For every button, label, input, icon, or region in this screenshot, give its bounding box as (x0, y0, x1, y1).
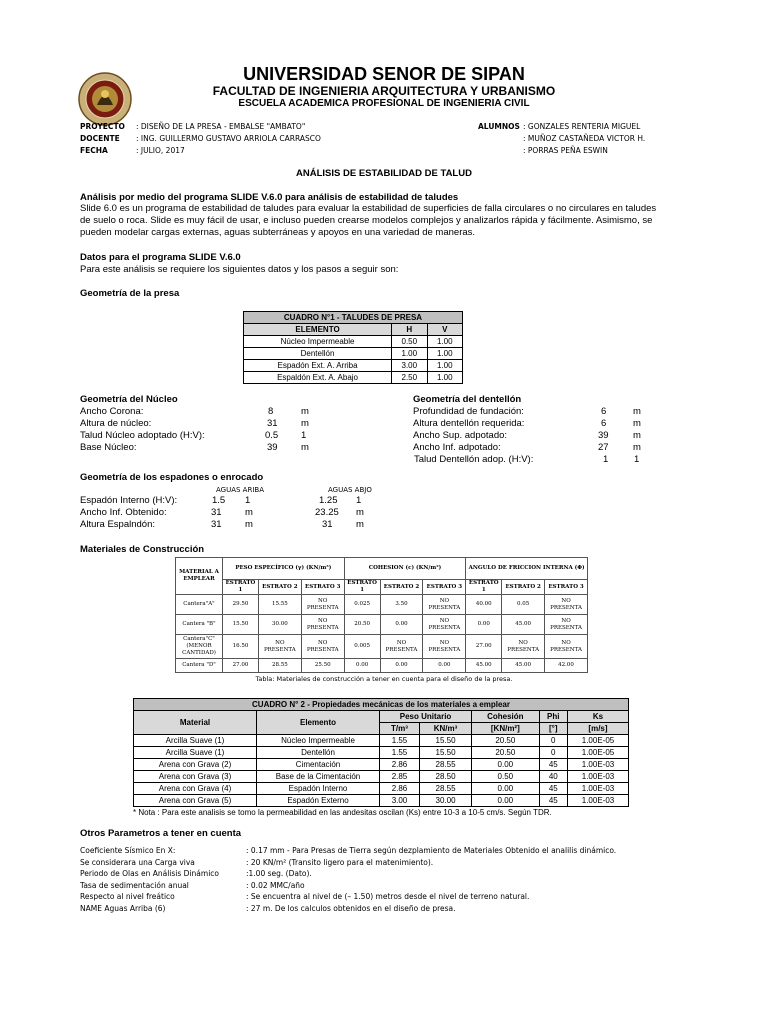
col-header: V (427, 324, 462, 336)
nucleo-row (80, 442, 330, 454)
cell: 28.55 (419, 783, 471, 795)
cell: 1.55 (380, 747, 420, 759)
cell: 0.00 (423, 659, 466, 673)
fecha-value: : JULIO, 2017 (136, 146, 185, 155)
cell: NO PRESENTA (423, 615, 466, 635)
dentellon-label: Altura dentellón requerida: (413, 418, 525, 429)
espadones-list (80, 495, 380, 531)
table-row (176, 595, 588, 615)
cell: 0.025 (344, 595, 380, 615)
cell: 25.50 (301, 659, 344, 673)
col-elemento: Elemento (257, 711, 380, 735)
cell: Núcleo Impermeable (257, 735, 380, 747)
docente-value: : ING. GUILLERMO GUSTAVO ARRIOLA CARRASCO (136, 134, 321, 143)
cell: 1.55 (380, 735, 420, 747)
cell: 0.50 (392, 336, 427, 348)
school-title: ESCUELA ACADEMICA PROFESIONAL DE INGENIERIA CIVIL (238, 98, 530, 109)
cell: 0.00 (344, 659, 380, 673)
otros-row (80, 881, 700, 893)
espadon-val: 23.25 (315, 507, 339, 518)
estrato-header: ESTRATO 3 (423, 580, 466, 595)
cell: 0.00 (380, 615, 423, 635)
materiales-table (175, 557, 588, 673)
otros-value: : 20 KN/m² (Transito ligero para el matenimiento). (246, 857, 434, 867)
dentellon-row (413, 406, 653, 418)
cell: 1.00E-05 (567, 747, 628, 759)
cell: 0.50 (472, 771, 539, 783)
cell: Arena con Grava (3) (134, 771, 257, 783)
table-row (176, 615, 588, 635)
dentellon-row (413, 430, 653, 442)
cell: 1.00E-03 (567, 759, 628, 771)
col-header: H (392, 324, 427, 336)
geometria-presa-heading: Geometría de la presa (80, 288, 180, 299)
cell: 15.55 (258, 595, 301, 615)
unit-header: KN/m³ (419, 723, 471, 735)
cell: 28.55 (258, 659, 301, 673)
meta-left (80, 122, 321, 158)
table-row (176, 635, 588, 659)
dentellon-row (413, 442, 653, 454)
cuadro-1-title: CUADRO N°1 - TALUDES DE PRESA (244, 312, 463, 324)
espadon-val: 1.5 (212, 495, 226, 506)
otros-row (80, 846, 700, 858)
dentellon-label: Profundidad de fundación: (413, 406, 524, 417)
cell: 1.00E-03 (567, 771, 628, 783)
otros-value: : 27 m. De los calculos obtenidos en el diseño de presa. (246, 903, 456, 913)
cell: 40 (539, 771, 567, 783)
group-cohesion: COHESION (c) (KN/m²) (344, 558, 466, 580)
col-header: ELEMENTO (244, 324, 392, 336)
cell: Cantera "D" (176, 659, 223, 673)
unit-header: T/m³ (380, 723, 420, 735)
cell: NO PRESENTA (545, 595, 588, 615)
cell: 15.50 (419, 735, 471, 747)
col-phi: Phi (539, 711, 567, 723)
cell: NO PRESENTA (423, 595, 466, 615)
page-title: ANÁLISIS DE ESTABILIDAD DE TALUD (296, 168, 472, 179)
cell: 45.00 (502, 615, 545, 635)
dentellon-unit: m (633, 418, 641, 429)
table-row (176, 659, 588, 673)
estrato-header: ESTRATO 2 (502, 580, 545, 595)
otros-value: : 0.17 mm - Para Presas de Tierra según dezplamiento de Materiales Obtenido el analilis dinámico. (246, 846, 617, 855)
intro-line: de suelo o roca. Slide es muy fácil de usar, e incluso pueden crearse modelos complejos y analizarlos rápida y fácilmente. Asimismo, se (80, 215, 653, 227)
cell: 0.00 (472, 795, 539, 807)
dentellon-label: Ancho Sup. adpotado: (413, 430, 508, 441)
cell: NO PRESENTA (258, 635, 301, 659)
nucleo-label: Altura de núcleo: (80, 418, 152, 429)
cell: 0.00 (472, 783, 539, 795)
table-row (134, 747, 629, 759)
nucleo-value: 31 (267, 418, 278, 429)
cell: 1.00 (427, 336, 462, 348)
cell: 15.50 (419, 747, 471, 759)
espadon-row (80, 507, 380, 519)
cell: NO PRESENTA (301, 615, 344, 635)
espadon-val: m (356, 519, 364, 530)
intro-paragraph (80, 203, 700, 240)
cell: 27.00 (223, 659, 259, 673)
cell: 30.00 (419, 795, 471, 807)
espadon-val: 31 (322, 519, 333, 530)
intro-line: Slide 6.0 es un programa de estabilidad de taludes para evaluar la estabilidad de superficies de falla circulares o no circulares en taludes (80, 203, 657, 214)
nucleo-unit: m (301, 442, 309, 453)
col-aguas-arriba: AGUAS ARIBA (216, 486, 264, 494)
university-title: UNIVERSIDAD SENOR DE SIPAN (243, 64, 525, 84)
cell: NO PRESENTA (301, 635, 344, 659)
nucleo-value: 39 (267, 442, 278, 453)
cell: 2.86 (380, 759, 420, 771)
dentellon-row (413, 454, 653, 466)
otros-label: Respecto al nivel freático (80, 892, 175, 901)
nucleo-unit: 1 (301, 430, 307, 441)
cuadro-2-title: CUADRO N° 2 - Propiedades mecánicas de los materiales a emplear (134, 699, 629, 711)
cell: Arena con Grava (4) (134, 783, 257, 795)
cell: 16.50 (223, 635, 259, 659)
cuadro-2-table (133, 698, 629, 807)
espadon-label: Altura Espalndón: (80, 519, 155, 530)
dentellon-unit: 1 (634, 454, 640, 465)
espadon-label: Ancho Inf. Obtenido: (80, 507, 167, 518)
proyecto-value: : DISEÑO DE LA PRESA - EMBALSE "AMBATO" (136, 122, 306, 131)
faculty-title: FACULTAD DE INGENIERIA ARQUITECTURA Y URBANISMO (212, 84, 556, 98)
alumno-3: : PORRAS PEÑA ESWIN (523, 146, 608, 155)
cell: 30.00 (258, 615, 301, 635)
materiales-caption: Tabla: Materiales de construcción a tener en cuenta para el diseño de la presa. (255, 675, 513, 683)
cell: 45 (539, 783, 567, 795)
dentellon-value: 6 (601, 406, 607, 417)
nucleo-row (80, 418, 330, 430)
cell: 45.00 (466, 659, 502, 673)
cell: 1.00 (427, 372, 462, 384)
otros-value: : Se encuentra al nivel de (– 1.50) metros desde el nivel de terreno natural. (246, 892, 530, 901)
otros-label: Se considerara una Carga viva (80, 857, 195, 867)
cell: 1.00E-03 (567, 783, 628, 795)
espadon-val: m (356, 507, 364, 518)
cell: Arena con Grava (5) (134, 795, 257, 807)
group-friccion: ANGULO DE FRICCION INTERNA (Φ) (466, 558, 588, 580)
espadon-label: Espadón Interno (H:V): (80, 495, 178, 506)
cell: 29.50 (223, 595, 259, 615)
alumno-2: : MUÑOZ CASTAÑEDA VICTOR H. (523, 134, 646, 143)
estrato-header: ESTRATO 3 (301, 580, 344, 595)
cuadro-2-note: * Nota : Para este analisis se tomo la permeabilidad en las andesitas oscilan (Ks) entre 10-3 a 10-5 cm/s. Según TDR. (133, 808, 552, 817)
dentellon-value: 27 (598, 442, 609, 453)
espadon-val: 1 (356, 495, 362, 506)
alumno-1: : GONZALES RENTERIA MIGUEL (523, 122, 641, 131)
cell: NO PRESENTA (502, 635, 545, 659)
dentellon-unit: m (633, 430, 641, 441)
espadon-val: m (245, 507, 253, 518)
cell: 1.00 (392, 348, 427, 360)
espadon-val: 31 (211, 519, 222, 530)
nucleo-row (80, 406, 330, 418)
estrato-header: ESTRATO 2 (380, 580, 423, 595)
cell: Cantera "B" (176, 615, 223, 635)
dentellon-unit: m (633, 442, 641, 453)
otros-value: :1.00 seg. (Dato). (246, 869, 312, 878)
nucleo-label: Talud Núcleo adoptado (H:V): (80, 430, 205, 441)
cell: 0.00 (380, 659, 423, 673)
cell: 27.00 (466, 635, 502, 659)
otros-row (80, 904, 700, 916)
table-row (244, 336, 463, 348)
col-material: MATERIAL A EMPLEAR (176, 558, 223, 595)
cell: 0.00 (466, 615, 502, 635)
dentellon-value: 1 (603, 454, 609, 465)
cell: 42.00 (545, 659, 588, 673)
group-peso: PESO ESPECÍFICO (γ) (KN/m³) (223, 558, 345, 580)
cell: 3.00 (392, 360, 427, 372)
col-cohesion: Cohesión (472, 711, 539, 723)
cell: Base de la Cimentación (257, 771, 380, 783)
espadones-heading: Geometría de los espadones o enrocado (80, 472, 264, 483)
intro-line: pueden modelar cargas externas, aguas subterráneas y apoyos en una variedad de maneras. (80, 227, 476, 239)
cell: 45.00 (502, 659, 545, 673)
cuadro-1-table (243, 311, 463, 384)
cell: Espadón Ext. A. Arriba (244, 360, 392, 372)
cell: Cimentación (257, 759, 380, 771)
cell: Dentellón (257, 747, 380, 759)
cell: Dentellón (244, 348, 392, 360)
cell: Núcleo Impermeable (244, 336, 392, 348)
cell: Cantera"C" (MENOR CANTIDAD) (176, 635, 223, 659)
estrato-header: ESTRATO 1 (223, 580, 259, 595)
cell: Espadón Externo (257, 795, 380, 807)
materiales-heading: Materiales de Construcción (80, 544, 205, 555)
cell: Espaldón Ext. A. Abajo (244, 372, 392, 384)
nucleo-row (80, 430, 330, 442)
cell: 20.50 (344, 615, 380, 635)
cell: 2.85 (380, 771, 420, 783)
estrato-header: ESTRATO 3 (545, 580, 588, 595)
nucleo-list (80, 406, 330, 454)
dentellon-unit: m (633, 406, 641, 417)
table-row (134, 783, 629, 795)
estrato-header: ESTRATO 1 (344, 580, 380, 595)
table-row (244, 360, 463, 372)
cell: 3.50 (380, 595, 423, 615)
cell: Arcilla Suave (1) (134, 735, 257, 747)
espadon-val: 1 (245, 495, 251, 506)
cell: Arena con Grava (2) (134, 759, 257, 771)
espadon-val: m (245, 519, 253, 530)
cell: 3.00 (380, 795, 420, 807)
datos-text: Para este análisis se requiere los siguientes datos y los pasos a seguir son: (80, 264, 399, 275)
nucleo-unit: m (301, 418, 309, 429)
otros-value: : 0.02 MMC/año (246, 880, 305, 890)
nucleo-value: 0.5 (265, 430, 279, 441)
cell: 0.00 (472, 759, 539, 771)
cell: NO PRESENTA (380, 635, 423, 659)
meta-right (478, 122, 645, 158)
cell: 1.00 (427, 360, 462, 372)
nucleo-heading: Geometría del Núcleo (80, 394, 178, 405)
espadon-val: 31 (211, 507, 222, 518)
nucleo-label: Ancho Corona: (80, 406, 144, 417)
dentellon-label: Talud Dentellón adop. (H:V): (414, 454, 534, 465)
cell: NO PRESENTA (545, 615, 588, 635)
datos-heading: Datos para el programa SLIDE V.6.0 (80, 252, 241, 263)
otros-label: Tasa de sedimentación anual (80, 880, 189, 890)
dentellon-value: 6 (601, 418, 607, 429)
cell: 20.50 (472, 747, 539, 759)
table-row (244, 348, 463, 360)
dentellon-row (413, 418, 653, 430)
cell: 0.005 (344, 635, 380, 659)
cell: 2.86 (380, 783, 420, 795)
otros-row (80, 869, 700, 881)
dentellon-label: Ancho Inf. adpotado: (413, 442, 501, 453)
otros-list (80, 846, 700, 915)
unit-header: [m/s] (567, 723, 628, 735)
otros-row (80, 858, 700, 870)
otros-heading: Otros Parametros a tener en cuenta (80, 828, 242, 839)
cell: 45 (539, 795, 567, 807)
otros-label: Periodo de Olas en Análisis Dinámico (80, 869, 219, 878)
col-ks: Ks (567, 711, 628, 723)
col-peso: Peso Unitario (380, 711, 472, 723)
dentellon-list (413, 406, 653, 466)
otros-label: NAME Aguas Arriba (6) (80, 903, 166, 913)
cell: 1.00E-05 (567, 735, 628, 747)
nucleo-value: 8 (268, 406, 274, 417)
cell: 0 (539, 735, 567, 747)
docente-label: DOCENTE (80, 134, 120, 143)
cell: NO PRESENTA (301, 595, 344, 615)
espadon-val: 1.25 (319, 495, 338, 506)
dentellon-heading: Geometría del dentellón (413, 394, 522, 405)
unit-header: [°] (539, 723, 567, 735)
cell: 28.55 (419, 759, 471, 771)
estrato-header: ESTRATO 1 (466, 580, 502, 595)
table-row (134, 795, 629, 807)
espadon-row (80, 495, 380, 507)
cell: 2.50 (392, 372, 427, 384)
cell: NO PRESENTA (423, 635, 466, 659)
cell: 0.05 (502, 595, 545, 615)
cell: 40.00 (466, 595, 502, 615)
espadon-row (80, 519, 380, 531)
alumnos-label: ALUMNOS (478, 122, 520, 131)
table-row (134, 735, 629, 747)
col-material: Material (134, 711, 257, 735)
cell: 28.50 (419, 771, 471, 783)
cell: 0 (539, 747, 567, 759)
cell: 1.00E-03 (567, 795, 628, 807)
fecha-label: FECHA (80, 146, 108, 155)
nucleo-unit: m (301, 406, 309, 417)
cell: 1.00 (427, 348, 462, 360)
cell: Espadón Interno (257, 783, 380, 795)
otros-label: Coeficiente Sísmico En X: (80, 846, 176, 855)
cell: Cantera"A" (176, 595, 223, 615)
estrato-header: ESTRATO 2 (258, 580, 301, 595)
cell: Arcilla Suave (1) (134, 747, 257, 759)
table-row (244, 372, 463, 384)
col-aguas-abajo: AGUAS ABJO (328, 486, 372, 494)
cell: 20.50 (472, 735, 539, 747)
table-row (134, 759, 629, 771)
cell: 45 (539, 759, 567, 771)
table-row (134, 771, 629, 783)
otros-row (80, 892, 700, 904)
unit-header: [KN/m²] (472, 723, 539, 735)
nucleo-label: Base Núcleo: (80, 442, 137, 453)
intro-heading: Análisis por medio del programa SLIDE V.6.0 para análisis de estabilidad de taludes (80, 192, 459, 203)
cell: NO PRESENTA (545, 635, 588, 659)
proyecto-label: PROYECTO (80, 122, 125, 131)
dentellon-value: 39 (598, 430, 609, 441)
cell: 15.50 (223, 615, 259, 635)
